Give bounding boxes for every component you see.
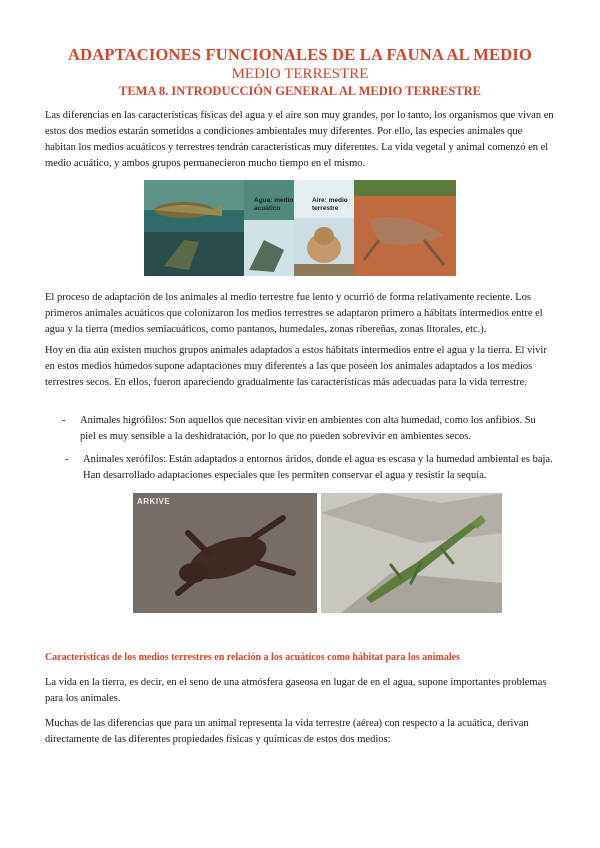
photo-watermark: ARKIVE: [137, 497, 171, 506]
intro-paragraph-2: El proceso de adaptación de los animales al medio terrestre fue lento y ocurrió de forma relativamente reciente. Los primeros animales acuáticos que colonizaron los medios terrestres se adaptaron primero a hábitats intermedios entre el agua y la tierra (medios semiacuáticos, como pantanos, humedales, zonas ribereñas, zonas litorales, etc.).: [45, 292, 543, 335]
bullet-hygrophilous: [62, 413, 552, 445]
frog-photo: [133, 493, 317, 613]
habitat-comparison-figure: [144, 180, 456, 276]
bullet-xerophilous: [65, 452, 555, 484]
intro-paragraph-3: Hoy en día aún existen muchos grupos animales adaptados a estos hábitats intermedios entre el agua y la tierra. El vivir en estos medios húmedos supone adaptaciones muy diferentes a las que poseen los animales adaptados a los medios terrestres secos. En ellos, fueron apareciendo gradualmente las características más adecuadas para la vida terrestre.: [45, 345, 547, 388]
bullet-dash: -: [62, 415, 66, 426]
figure-label-water: Agua: medio acuático: [254, 197, 294, 212]
figure-label-air: Aire: medio terrestre: [312, 197, 348, 212]
bullet-text: Animales higrófilos: Son aquellos que necesitan vivir en ambientes con alta humedad, como los anfibios. Su piel es muy sensible a la deshidratación, por lo que no pueden sobrevivir en ambientes secos.: [80, 415, 536, 442]
lizard-photo: [321, 493, 502, 613]
document-title: ADAPTACIONES FUNCIONALES DE LA FAUNA AL MEDIO: [67, 45, 533, 64]
intro-paragraph-1: Las diferencias en las características físicas del agua y el aire son muy grandes, por lo tanto, los organismos que vivan en estos dos medios estarán sometidos a condiciones ambientales muy diferentes. Por ello, las especies animales que habitan los medios acuáticos y terrestres tendrán características muy diferentes. La vida vegetal y animal comenzó en el medio acuático, y ambos grupos permanecieron mucho tiempo en el mismo.: [45, 110, 554, 169]
section-2-paragraph-1: La vida en la tierra, es decir, en el seno de una atmósfera gaseosa en lugar de en el agua, supone importantes problemas para los animales.: [45, 677, 547, 704]
bullet-text: Animales xerófilos: Están adaptados a entornos áridos, donde el agua es escasa y la humedad ambiental es baja. Han desarrollado adaptaciones especiales que les permiten conservar el agua y resistir la sequía.: [83, 454, 553, 481]
bullet-dash: -: [65, 454, 69, 465]
section-2-heading: Características de los medios terrestres en relación a los acuáticos como hábitat para los animales: [45, 652, 460, 663]
document-subtitle: MEDIO TERRESTRE: [231, 66, 369, 82]
section-2-paragraph-2: Muchas de las diferencias que para un animal representa la vida terrestre (aérea) con respecto a la acuática, derivan directamente de las diferentes propiedades físicas y químicas de estos dos medios:: [45, 718, 529, 745]
section-title: TEMA 8. INTRODUCCIÓN GENERAL AL MEDIO TERRESTRE: [119, 84, 481, 98]
